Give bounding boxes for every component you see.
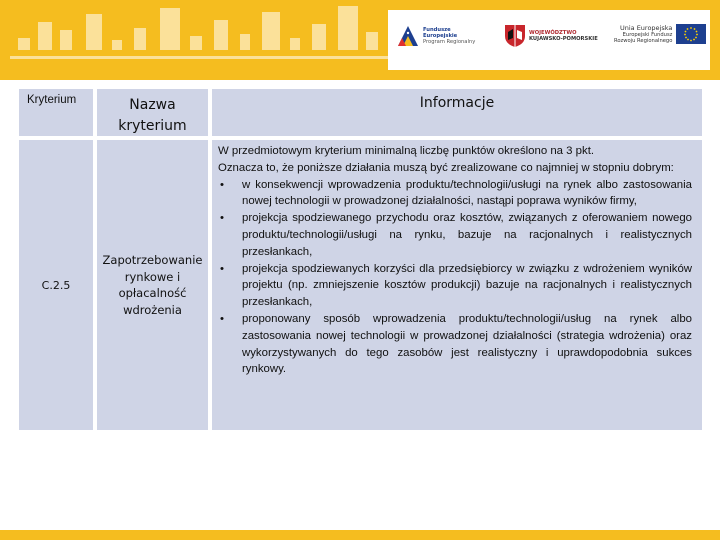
list-item (218, 261, 692, 311)
list-item-text: projekcja spodziewanego przychodu oraz kosztów, związanych z oferowaniem nowego produktu/technologii/usługi na rynku, bazuje na racjonalnych i realistycznych przesłankach, (242, 212, 692, 258)
decorative-square (60, 30, 72, 50)
decorative-square (18, 38, 30, 50)
bullet-icon: • (220, 312, 224, 325)
decorative-square (86, 14, 102, 50)
decorative-square (160, 8, 180, 50)
eu-flag-icon (676, 24, 706, 44)
info-body (218, 143, 692, 378)
bullet-icon: • (220, 178, 224, 191)
criterion-name-cell (97, 140, 208, 430)
header-name (97, 89, 208, 136)
decorative-square (214, 20, 228, 50)
eu-flag-logo (614, 24, 706, 44)
list-item (218, 311, 692, 378)
decorative-square (190, 36, 202, 50)
decorative-square (112, 40, 122, 50)
bullet-icon: • (220, 262, 224, 275)
logo-strip (388, 10, 710, 70)
header-name-label: Nazwa kryterium (118, 97, 187, 134)
decorative-square (38, 22, 52, 50)
criterion-code: C.2.5 (41, 279, 71, 292)
header-info-label: Informacje (419, 95, 495, 111)
decorative-square (134, 28, 146, 50)
logo-line: Program Regionalny (423, 39, 476, 45)
criterion-info-cell (212, 140, 702, 430)
list-item-text: proponowany sposób wprowadzenia produktu/technologii/usług na rynek albo zastosowania nowej technologii w prowadzonej działalności (strategia wdrożenia) oraz wykorzystywanych do tego zasobów jest realistyczny i uprawdopodobnia sukces rynkowy. (242, 312, 692, 376)
logo-line: WOJEWÓDZTWO (529, 30, 577, 36)
fundusze-europejskie-logo (396, 24, 475, 48)
decorative-square (312, 24, 326, 50)
decorative-square (366, 32, 378, 50)
logo-line: Rozwoju Regionalnego (614, 38, 673, 44)
decorative-square (290, 38, 300, 50)
bullet-icon: • (220, 212, 224, 225)
info-bullet-list (218, 177, 692, 379)
bottom-band (0, 530, 720, 540)
decorative-square (262, 12, 280, 50)
header-band (0, 0, 720, 80)
decorative-square (240, 34, 250, 50)
list-item-text: w konsekwencji wprowadzenia produktu/technologii/usługi na rynek albo zastosowania nowej technologii w prowadzonej działalności, nastąpi poprawa wyników firmy, (242, 178, 692, 208)
list-item-text: projekcja spodziewanych korzyści dla przedsiębiorcy w związku z wdrożeniem wyników projektu (np. zmniejszenie kosztów produkcji) bazuje na racjonalnych i realistycznych przesłankach, (242, 262, 692, 309)
decorative-square (10, 56, 390, 59)
logo-line: Europejski Fundusz (622, 32, 673, 38)
header-criterion (19, 89, 93, 136)
logo-line: KUJAWSKO-POMORSKIE (529, 36, 598, 42)
logo-line: Fundusze (423, 27, 451, 33)
logo-line: Europejskie (423, 33, 458, 39)
fundusze-europejskie-icon (396, 24, 420, 48)
logo-line: Unia Europejska (619, 24, 673, 32)
info-intro: W przedmiotowym kryterium minimalną liczbę punktów określono na 3 pkt. (218, 145, 595, 157)
header-info (212, 89, 702, 136)
list-item (218, 177, 692, 211)
header-criterion-label: Kryterium (27, 94, 77, 106)
criterion-code-cell (19, 140, 93, 430)
decorative-square (338, 6, 358, 50)
info-requirement: Oznacza to, że poniższe działania muszą być zrealizowane co najmniej w stopniu dobrym: (218, 161, 674, 174)
list-item (218, 210, 692, 260)
criterion-name: Zapotrzebowanie rynkowe i opłacalność wdrożenia (102, 253, 203, 317)
coat-of-arms-icon (504, 24, 526, 48)
kujawsko-pomorskie-logo (504, 24, 598, 48)
